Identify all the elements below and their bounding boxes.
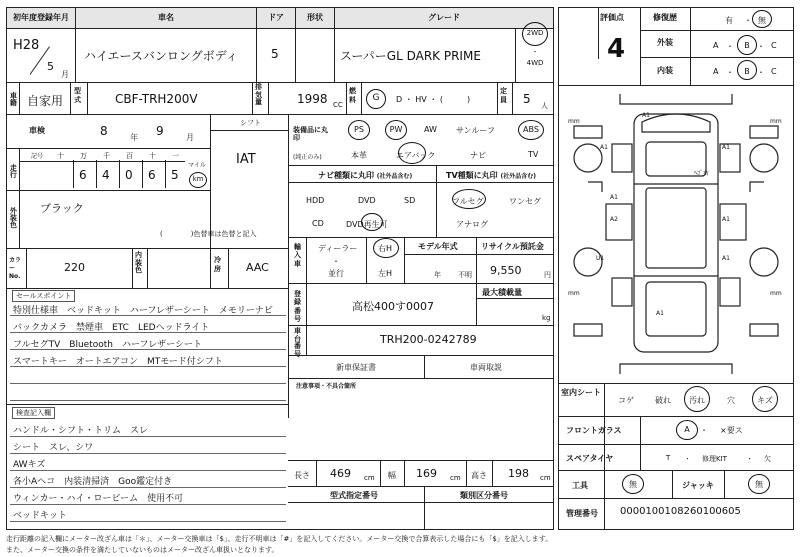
car-name-label: 車名 [76, 8, 256, 28]
drive-4wd: 4WD [526, 59, 544, 67]
check-line-4: 各小Aヘコ 内装清掃済 Goo鑑定付き [13, 477, 173, 487]
maxload-kg: kg [542, 314, 551, 322]
mm-bl: mm [568, 290, 580, 297]
km-label: km [192, 175, 204, 183]
mile-label: マイル [188, 162, 206, 169]
equipment-label: 装備品に丸印 [293, 126, 328, 143]
int-a: A [713, 67, 719, 76]
inspection-year: 8 [100, 124, 108, 138]
equip-navi: ナビ [470, 151, 486, 160]
sales-line-1: 特別仕様車 ベッドキット ハーフレザーシート メモリーナビ [13, 306, 273, 316]
model: CBF-TRH200V [115, 92, 198, 106]
mileage-digit: 0 [125, 168, 133, 182]
spare-label: スペアタイヤ [566, 454, 614, 463]
use: 自家用 [27, 94, 64, 108]
inspection-month-unit: 月 [186, 133, 194, 142]
check-line-5: ウィンカー・ハイ・ロービーム 使用不可 [13, 494, 184, 504]
height-label: 高さ [471, 471, 487, 480]
sales-line-4: スマートキー オートエアコン MTモード付シフト [13, 357, 223, 367]
sales-line-3: フルセグTV Bluetooth ハーフレザーシート [13, 340, 202, 350]
mileage-unit: 十 [57, 152, 64, 160]
type-label: 型式指定番号 [330, 491, 378, 500]
mileage-digit: 6 [148, 168, 156, 182]
model-year-unknown: 不明 [458, 271, 472, 279]
ext-c: C [771, 41, 777, 50]
navi-hdd: HDD [306, 196, 325, 205]
color-code-label: カラーNo. [9, 257, 22, 280]
navi-dvd: DVD [358, 196, 376, 205]
capacity-unit: 人 [541, 102, 548, 110]
cc: CC [333, 101, 343, 109]
inspection-year-unit: 年 [130, 133, 138, 142]
equip-tv: TV [528, 150, 539, 159]
equip-airbag: エアバック [396, 151, 436, 160]
tv-oneseg: ワンセグ [509, 197, 541, 206]
month: 5 [47, 60, 54, 73]
ac-label: 冷房 [214, 256, 221, 274]
seat-koge: コゲ [618, 396, 634, 405]
ext-dot2: ・ [757, 42, 765, 51]
tools-label: 工具 [572, 481, 588, 490]
footer-line-2: また、メーター交換の条件を満たしていないものはメーター改ざん車扱いとなります。 [6, 546, 279, 554]
equip-sunroof: サンルーフ [456, 126, 495, 135]
int-dot2: ・ [757, 68, 765, 77]
spare-none: 欠 [764, 455, 771, 463]
mm-tl: mm [568, 118, 580, 125]
manual: 車両取説 [470, 363, 502, 372]
repair-label: 修復歴 [641, 8, 689, 29]
tools: 無 [629, 480, 637, 489]
tv-analog: アナログ [456, 220, 488, 229]
model-year-unit: 年 [434, 271, 441, 279]
mileage-digit: 4 [102, 168, 110, 182]
color-note: ( )色替車は色替と記入 [160, 230, 257, 238]
navi-cd: CD [312, 219, 324, 228]
mileage-unit: 一 [172, 152, 179, 160]
fuel-rest: D ・ HV ・ ( ) [396, 95, 471, 104]
mileage-unit: 千 [103, 152, 110, 160]
spare-dot1: ・ [684, 455, 691, 463]
height: 198 [508, 467, 529, 480]
spare-t: T [666, 454, 671, 462]
navi-label: ナビ種類に丸印 (社外品含む) [318, 171, 413, 180]
score-label: 評価点 [600, 13, 624, 22]
equipment-sub: (純正のみ) [293, 154, 322, 161]
tv-fullseg: フルセグ [452, 197, 484, 206]
year-label: 初年度登録年月 [7, 8, 75, 28]
month-unit: 月 [61, 70, 69, 79]
model-year-label: モデル年式 [418, 242, 458, 251]
score: 4 [607, 34, 626, 64]
maxload-label: 最大積載量 [482, 288, 522, 297]
mileage-digit: 5 [171, 168, 179, 182]
dmg-8: A1 [722, 255, 730, 262]
glass-a: A [684, 425, 690, 434]
inspection-month: 9 [156, 124, 164, 138]
class-label: 類別区分番号 [460, 491, 508, 500]
chassis-value: TRH200-0242789 [380, 333, 477, 346]
length: 469 [330, 467, 351, 480]
grade: スーパーGL DARK PRIME [340, 49, 481, 63]
width: 169 [416, 467, 437, 480]
use-label: 車籍 [7, 85, 18, 113]
model-label: 型式 [74, 87, 81, 105]
repair-yes: 有 [725, 16, 733, 25]
import-right: 右H [378, 244, 393, 253]
equip-ps: PS [354, 125, 364, 134]
warranty: 新車保証書 [336, 363, 376, 372]
seat-kizu: キズ [757, 396, 773, 405]
registration-label: 登録番号 [294, 290, 301, 324]
color-code: 220 [64, 261, 85, 274]
color-value: ブラック [40, 202, 84, 215]
width-label: 幅 [388, 471, 396, 480]
dmg-6: A1 [722, 216, 730, 223]
dmg-1: A1 [642, 112, 650, 119]
grade-label: グレード [335, 8, 553, 28]
ac: AAC [246, 261, 269, 274]
tv-label: TV種類に丸印 (社外品含む) [446, 171, 536, 180]
int-c: C [771, 67, 777, 76]
glass-replace: ×要ス [720, 426, 743, 435]
dmg-5: A2 [610, 216, 618, 223]
doors: 5 [271, 47, 279, 61]
check-label: 検査記入欄 [12, 407, 55, 419]
jack-label: ジャッキ [682, 481, 714, 490]
displacement-label: 排気量 [255, 83, 262, 107]
repair-dot: ・ [744, 16, 752, 25]
recycle-label: リサイクル預託金 [481, 242, 544, 251]
length-cm: cm [364, 474, 375, 482]
mileage-label: 走行 [7, 156, 18, 186]
mileage-digit: 6 [79, 168, 87, 182]
color-label: 外装色 [7, 202, 18, 232]
seat-yogore: 汚れ [689, 396, 705, 405]
fuel-label: 燃料 [349, 87, 356, 105]
inspection-label: 車検 [7, 116, 67, 146]
mileage-unit: 万 [80, 152, 87, 160]
equip-leather: 本革 [351, 151, 367, 160]
int-b: B [744, 67, 750, 76]
shape-label: 形状 [296, 8, 334, 28]
height-cm: cm [540, 474, 551, 482]
spare-kit: 修理KIT [702, 455, 727, 463]
mgmt-label: 管理番号 [566, 509, 598, 518]
fuel-g: G [372, 93, 380, 103]
import-parallel: 並行 [328, 269, 344, 278]
import-dot: ・ [332, 257, 340, 266]
navi-dvd-play: DVD再生可 [346, 220, 388, 229]
import-dealer: ディーラー [318, 244, 358, 253]
spare-dot2: ・ [746, 455, 753, 463]
interior-color-label: 内装色 [135, 251, 142, 275]
mm-br: mm [770, 290, 782, 297]
jack: 無 [755, 480, 763, 489]
equip-abs: ABS [523, 125, 539, 134]
navi-sd: SD [404, 196, 416, 205]
mm-tr: mm [770, 118, 782, 125]
int-dot1: ・ [726, 68, 734, 77]
ext-dot1: ・ [726, 42, 734, 51]
recycle-yen: 円 [544, 271, 551, 279]
check-line-6: ベッドキット [13, 511, 67, 521]
sales-label: セールスポイント [12, 290, 75, 302]
seat-label: 室内シート [561, 388, 601, 397]
registration-value: 高松400す0007 [352, 300, 434, 313]
exterior-label: 外装 [641, 31, 689, 56]
drive-2wd: 2WD [526, 29, 544, 37]
mileage-unit: 十 [149, 152, 156, 160]
recycle-value: 9,550 [490, 264, 522, 277]
ext-a: A [713, 41, 719, 50]
car-name: ハイエースバンロングボディ [84, 49, 238, 63]
notes-label: 注意事項・不具合箇所 [296, 383, 357, 390]
car-damage-diagram [562, 92, 790, 376]
era-year: H28 [13, 38, 40, 53]
equip-aw: AW [424, 125, 437, 134]
interior-label: 内装 [641, 58, 689, 84]
repair-no: 無 [758, 16, 766, 25]
width-cm: cm [450, 474, 461, 482]
chassis-label: 車台番 [294, 327, 301, 351]
dmg-10: A1 [656, 310, 664, 317]
dmg-7: U1 [596, 255, 605, 262]
shift: IAT [236, 152, 256, 167]
dmg-4: A1 [610, 194, 618, 201]
glass-label: フロントガラス [566, 426, 622, 435]
glass-dot: ・ [700, 426, 708, 435]
capacity: 5 [523, 92, 531, 106]
dmg-3: A1 [722, 144, 730, 151]
check-line-1: ハンドル・シフト・トリム スレ [13, 426, 149, 436]
door-label: ドア [257, 8, 295, 28]
import-left: 左H [378, 269, 393, 278]
shift-label: シフト [240, 119, 261, 127]
seat-yabure: 破れ [655, 396, 671, 405]
import-label: 輸入車 [294, 243, 301, 268]
kigo-label: 記号 [31, 153, 44, 160]
seat-ana: 穴 [727, 396, 735, 405]
mileage-unit: 百 [126, 152, 133, 160]
mgmt: 0000100108260100605 [620, 506, 741, 517]
check-line-3: AWキズ [13, 460, 46, 470]
ext-b: B [744, 41, 750, 50]
dmg-2: A1 [600, 144, 608, 151]
capacity-label: 定員 [500, 87, 507, 105]
equip-pw: PW [389, 125, 403, 134]
displacement: 1998 [297, 92, 328, 106]
length-label: 長さ [294, 471, 310, 480]
footer-line-1: 走行距離の記入欄にメーター改ざん車は「＊」、メーター交換車は「$」、走行不明車は「#」を記入してください。メーター交換で合算表示した場合にも「$」を記入します。 [6, 535, 553, 543]
sales-line-2: バックカメラ 禁煙車 ETC LEDヘッドライト [13, 323, 210, 333]
dot-2wd: ・ [531, 48, 539, 56]
dmg-9: ﾍｺﾞ右 [694, 170, 710, 177]
check-line-2: シート スレ、シワ [13, 443, 94, 453]
